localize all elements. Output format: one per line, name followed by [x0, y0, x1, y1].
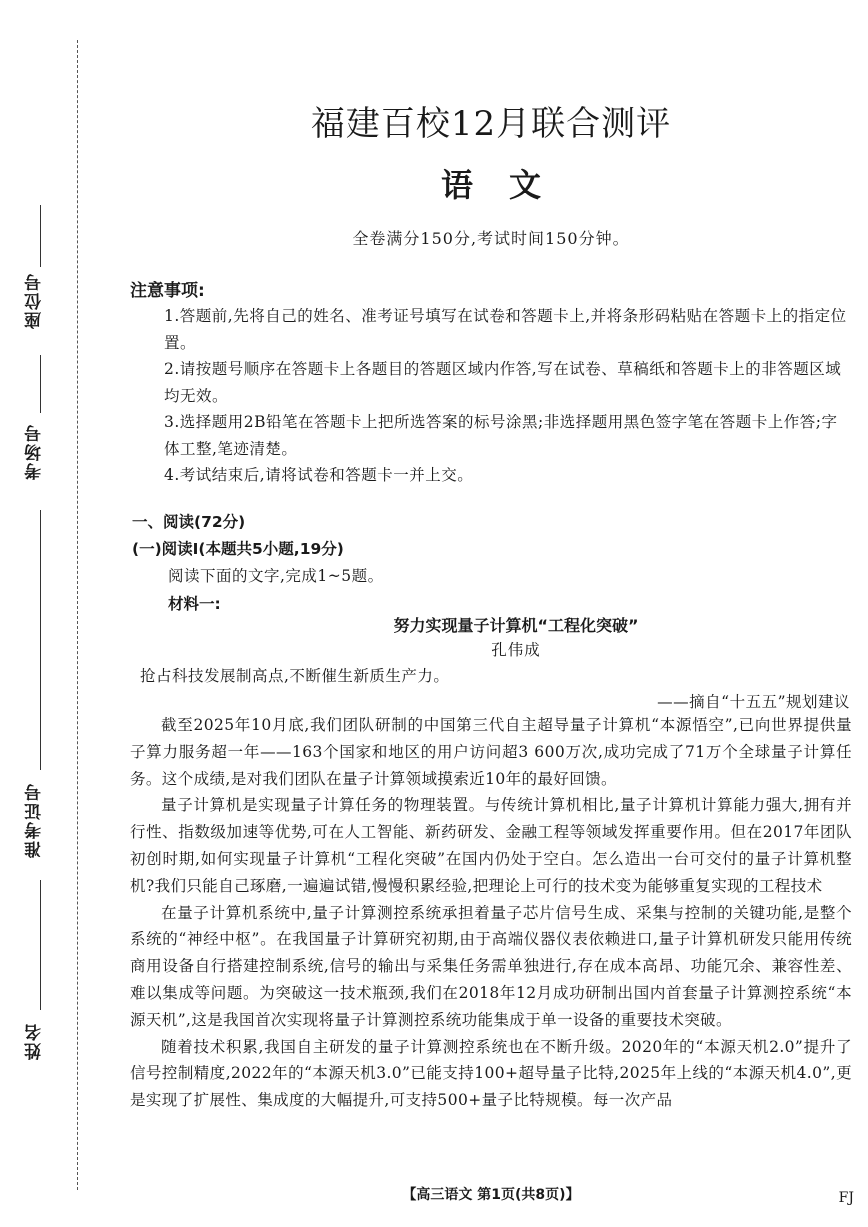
room-number-label: 考场号: [25, 423, 45, 480]
exam-page: [130, 0, 852, 1227]
name-line: [40, 880, 41, 1010]
room-number-line: [40, 355, 41, 413]
name-label: 姓名: [25, 1022, 45, 1060]
epigraph-source: ——摘自“十五五”规划建议: [657, 693, 850, 711]
notice-title: 注意事项:: [130, 281, 205, 301]
candidate-id-line: [40, 510, 41, 770]
article-paragraph: 量子计算机是实现量子计算任务的物理装置。与传统计算机相比,量子计算机计算能力强大,拥有并行性、指数级加速等优势,可在人工智能、新药研发、金融工程等领域发挥重要作用。但在2017年团队初创时期,如何实现量子计算机“工程化突破”在国内仍处于空白。怎么造出一台可交付的量子计算机整机?我们只能自己琢磨,一遍遍试错,慢慢积累经验,把理论上可行的技术变为能够重复实现的工程技术: [130, 796, 852, 895]
notice-list: [164, 303, 850, 489]
exam-info: 全卷满分150分,考试时间150分钟。: [352, 229, 630, 248]
article-body: [130, 712, 852, 1114]
notice-item: 3.选择题用2B铅笔在答题卡上把所选答案的标号涂黑;非选择题用黑色签字笔在答题卡上作答;字体工整,笔迹清楚。: [164, 413, 838, 458]
subject-title: 语文: [440, 166, 577, 204]
fold-line: [77, 40, 78, 1190]
article-paragraph: 在量子计算机系统中,量子计算测控系统承担着量子芯片信号生成、采集与控制的关键功能,是整个系统的“神经中枢”。在我国量子计算研究初期,由于高端仪器仪表依赖进口,量子计算机研发只能用传统商用设备自行搭建控制系统,信号的输出与采集任务需单独进行,存在成本高昂、功能冗余、兼容性差、难以集成等问题。为突破这一技术瓶颈,我们在2018年12月成功研制出国内首套量子计算测控系统“本源天机”,这是我国首次实现将量子计算测控系统功能集成于单一设备的重要技术突破。: [130, 903, 852, 1029]
reading-instruction: 阅读下面的文字,完成1~5题。: [168, 567, 384, 585]
section-heading: 一、阅读(72分): [132, 513, 246, 531]
candidate-id-label: 准考证号: [25, 782, 45, 858]
section-subheading: (一)阅读Ⅰ(本题共5小题,19分): [132, 540, 344, 558]
seat-number-line: [40, 205, 41, 267]
article-paragraph: 截至2025年10月底,我们团队研制的中国第三代自主超导量子计算机“本源悟空”,已向世界提供量子算力服务超一年——163个国家和地区的用户访问超3 600万次,成功完成了71万个全球量子计算任务。这个成绩,是对我们团队在量子计算领域摸索近10年的最好回馈。: [130, 716, 852, 788]
article-paragraph: 随着技术积累,我国自主研发的量子计算测控系统也在不断升级。2020年的“本源天机2.0”提升了信号控制精度,2022年的“本源天机3.0”已能支持100+超导量子比特,2025年上线的“本源天机4.0”,更是实现了扩展性、集成度的大幅提升,可支持500+量子比特规模。每一次产品: [130, 1037, 852, 1110]
seat-number-label: 座位号: [25, 272, 45, 329]
page-footer: 【高三语文 第1页(共8页)】: [402, 1187, 580, 1203]
material-label: 材料一:: [168, 595, 221, 613]
region-code: FJ: [838, 1190, 854, 1206]
exam-title: 福建百校12月联合测评: [310, 104, 672, 144]
binding-margin: [0, 0, 80, 1227]
article-author: 孔伟成: [491, 641, 541, 659]
epigraph: 抢占科技发展制高点,不断催生新质生产力。: [140, 667, 450, 685]
notice-item: 4.考试结束后,请将试卷和答题卡一并上交。: [164, 466, 474, 484]
article-title: 努力实现量子计算机“工程化突破”: [393, 616, 639, 635]
notice-item: 1.答题前,先将自己的姓名、准考证号填写在试卷和答题卡上,并将条形码粘贴在答题卡上的指定位置。: [164, 307, 847, 352]
notice-item: 2.请按题号顺序在答题卡上各题目的答题区域内作答,写在试卷、草稿纸和答题卡上的非答题区域均无效。: [164, 360, 842, 405]
